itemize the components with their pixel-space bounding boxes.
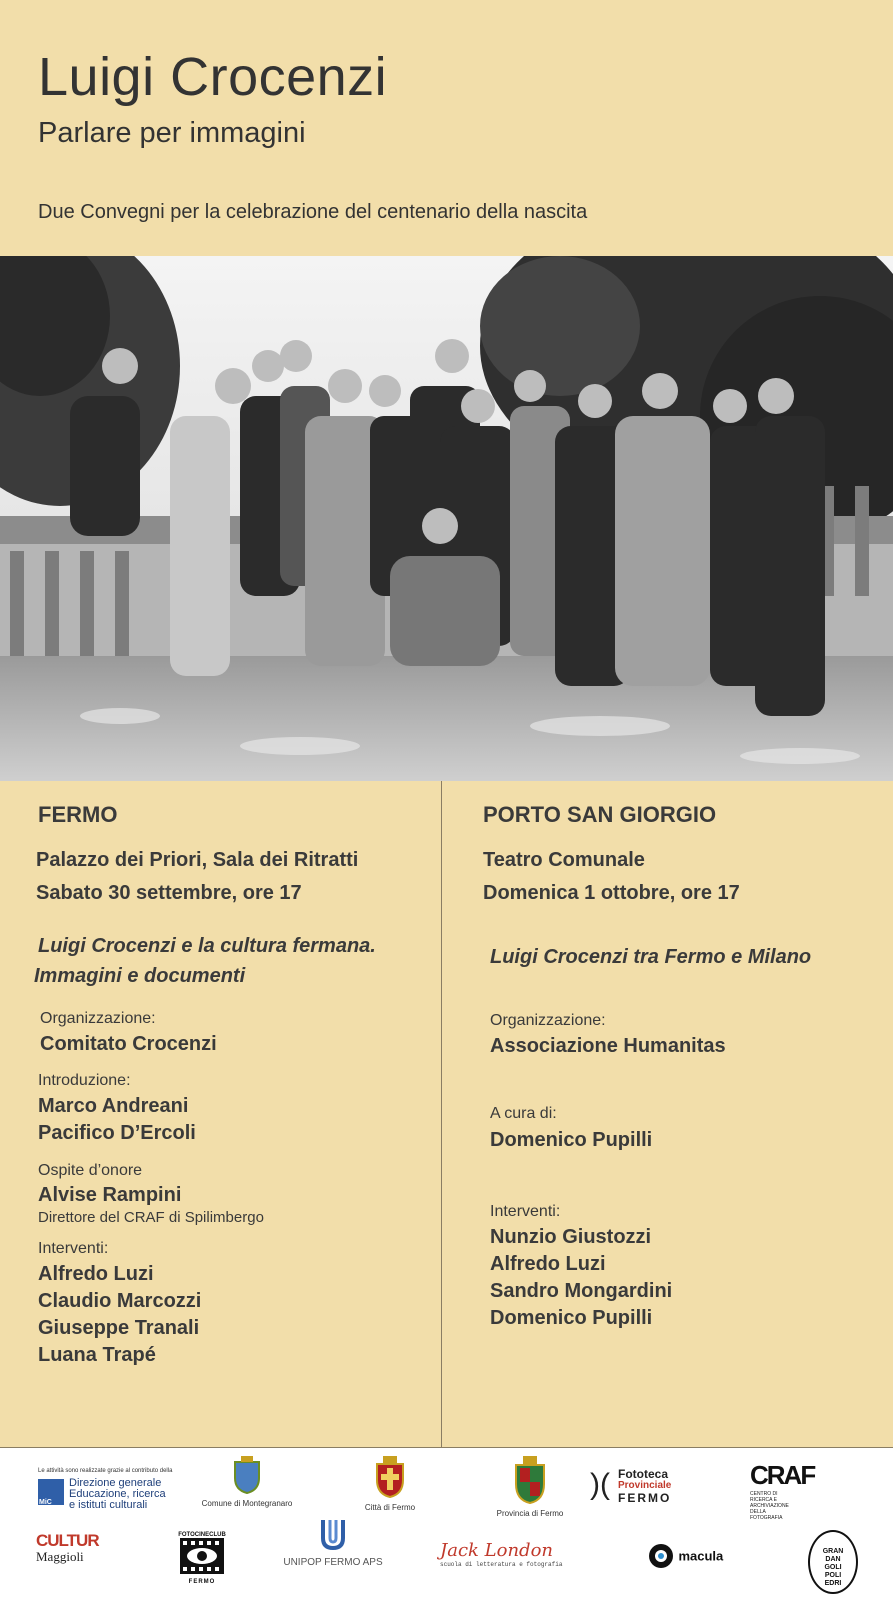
event-fermo — [0, 781, 440, 1447]
unipop-label: UNIPOP FERMO — [283, 1557, 361, 1568]
fotocineclub-city: FERMO — [188, 1579, 216, 1585]
unipop-aps: APS — [362, 1557, 383, 1568]
macula-label: macula — [678, 1548, 724, 1564]
speaker-name: Domenico Pupilli — [490, 1307, 653, 1329]
talk-title-line1: Luigi Crocenzi e la cultura fermana. — [38, 935, 376, 957]
craf-subtitle: CENTRO DI RICERCA E ARCHIVIAZIONE DELLA FOTOGRAFIA — [750, 1491, 789, 1521]
unipop-logo — [278, 1518, 388, 1568]
intro-name: Marco Andreani — [38, 1095, 189, 1117]
mic-line: e istituti culturali — [69, 1499, 148, 1511]
page-title: Luigi Crocenzi — [38, 47, 388, 107]
citta-fermo-logo — [350, 1456, 430, 1512]
speaker-name: Luana Trapé — [38, 1344, 156, 1366]
speaker-name: Nunzio Giustozzi — [490, 1226, 652, 1248]
event-venue: Palazzo dei Priori, Sala dei Ritratti — [36, 849, 359, 871]
mic-abbr: MiC — [39, 1499, 52, 1506]
header — [0, 0, 893, 256]
cultur-logo — [36, 1531, 99, 1565]
fototeca-bracket-icon: )( — [590, 1468, 610, 1501]
montegranaro-label: Comune di Montegranaro — [201, 1499, 293, 1508]
speakers-label: Interventi: — [38, 1240, 109, 1257]
grandangoli-logo — [808, 1530, 858, 1594]
mic-small-text: Le attività sono realizzate grazie al contributo della — [38, 1468, 173, 1474]
unipop-mark-icon — [318, 1518, 348, 1552]
film-eye-icon — [180, 1538, 224, 1574]
fototeca-line: Fototeca — [618, 1467, 669, 1481]
fototeca-line: FERMO — [618, 1491, 672, 1505]
jack-london-subtitle: scuola di letteratura e fotografia — [440, 1561, 563, 1568]
citta-fermo-label: Città di Fermo — [364, 1503, 416, 1512]
fototeca-text — [618, 1468, 671, 1504]
provincia-logo — [485, 1456, 575, 1518]
montegranaro-logo — [192, 1456, 302, 1508]
macula-eye-icon — [648, 1543, 674, 1569]
mic-line: Direzione generale — [69, 1477, 162, 1489]
fototeca-line: Provinciale — [618, 1480, 672, 1491]
maggioli-label: Maggioli — [36, 1549, 84, 1564]
curator-name: Domenico Pupilli — [490, 1129, 653, 1151]
guest-label: Ospite d’onore — [38, 1162, 143, 1179]
sponsor-logos — [0, 1448, 893, 1600]
speaker-name: Alfredo Luzi — [38, 1263, 154, 1285]
mic-logo — [38, 1468, 188, 1511]
speakers-label: Interventi: — [490, 1203, 561, 1220]
fermo-crest-icon — [373, 1456, 407, 1498]
guest-name: Alvise Rampini — [38, 1184, 182, 1206]
speaker-name: Giuseppe Tranali — [38, 1317, 200, 1339]
org-label: Organizzazione: — [40, 1010, 156, 1027]
event-date: Sabato 30 settembre, ore 17 — [36, 882, 302, 904]
org-name: Associazione Humanitas — [490, 1035, 726, 1057]
talk-title: Luigi Crocenzi tra Fermo e Milano — [490, 946, 812, 968]
fotocineclub-logo — [176, 1532, 228, 1585]
tagline: Due Convegni per la celebrazione del centenario della nascita — [38, 201, 588, 223]
provincia-crest-icon — [512, 1456, 548, 1504]
talk-title-line2: Immagini e documenti — [34, 965, 246, 987]
craf-logo — [750, 1460, 815, 1521]
intro-label: Introduzione: — [38, 1072, 131, 1089]
group-photo-image — [0, 256, 893, 781]
provincia-label: Provincia di Fermo — [496, 1509, 564, 1518]
event-city: FERMO — [38, 802, 118, 827]
page-subtitle: Parlare per immagini — [38, 117, 306, 149]
speaker-name: Claudio Marcozzi — [38, 1290, 202, 1312]
event-date: Domenica 1 ottobre, ore 17 — [483, 882, 740, 904]
guest-note: Direttore del CRAF di Spilimbergo — [38, 1209, 264, 1226]
cultur-wordmark: CULTUR — [36, 1531, 99, 1550]
montegranaro-crest-icon — [232, 1456, 262, 1494]
curator-label: A cura di: — [490, 1105, 557, 1122]
mic-line: Educazione, ricerca — [69, 1488, 166, 1500]
event-venue: Teatro Comunale — [483, 849, 645, 871]
jack-london-wordmark: Jack London — [440, 1540, 553, 1561]
craf-wordmark: CRAF — [750, 1460, 815, 1490]
event-city: PORTO SAN GIORGIO — [483, 802, 717, 827]
speaker-name: Sandro Mongardini — [490, 1280, 673, 1302]
org-name: Comitato Crocenzi — [40, 1033, 217, 1055]
org-label: Organizzazione: — [490, 1012, 606, 1029]
group-photo — [0, 256, 893, 781]
event-porto-san-giorgio — [442, 781, 893, 1447]
jack-london-logo — [440, 1540, 590, 1568]
mic-text — [69, 1478, 166, 1511]
macula-logo — [648, 1543, 738, 1569]
intro-name: Pacifico D’Ercoli — [38, 1122, 196, 1144]
fotocineclub-label: FOTOCINECLUB — [178, 1532, 226, 1538]
speaker-name: Alfredo Luzi — [490, 1253, 606, 1275]
grandangoli-label: GRAN DAN GOLI POLI EDRI — [822, 1548, 844, 1587]
